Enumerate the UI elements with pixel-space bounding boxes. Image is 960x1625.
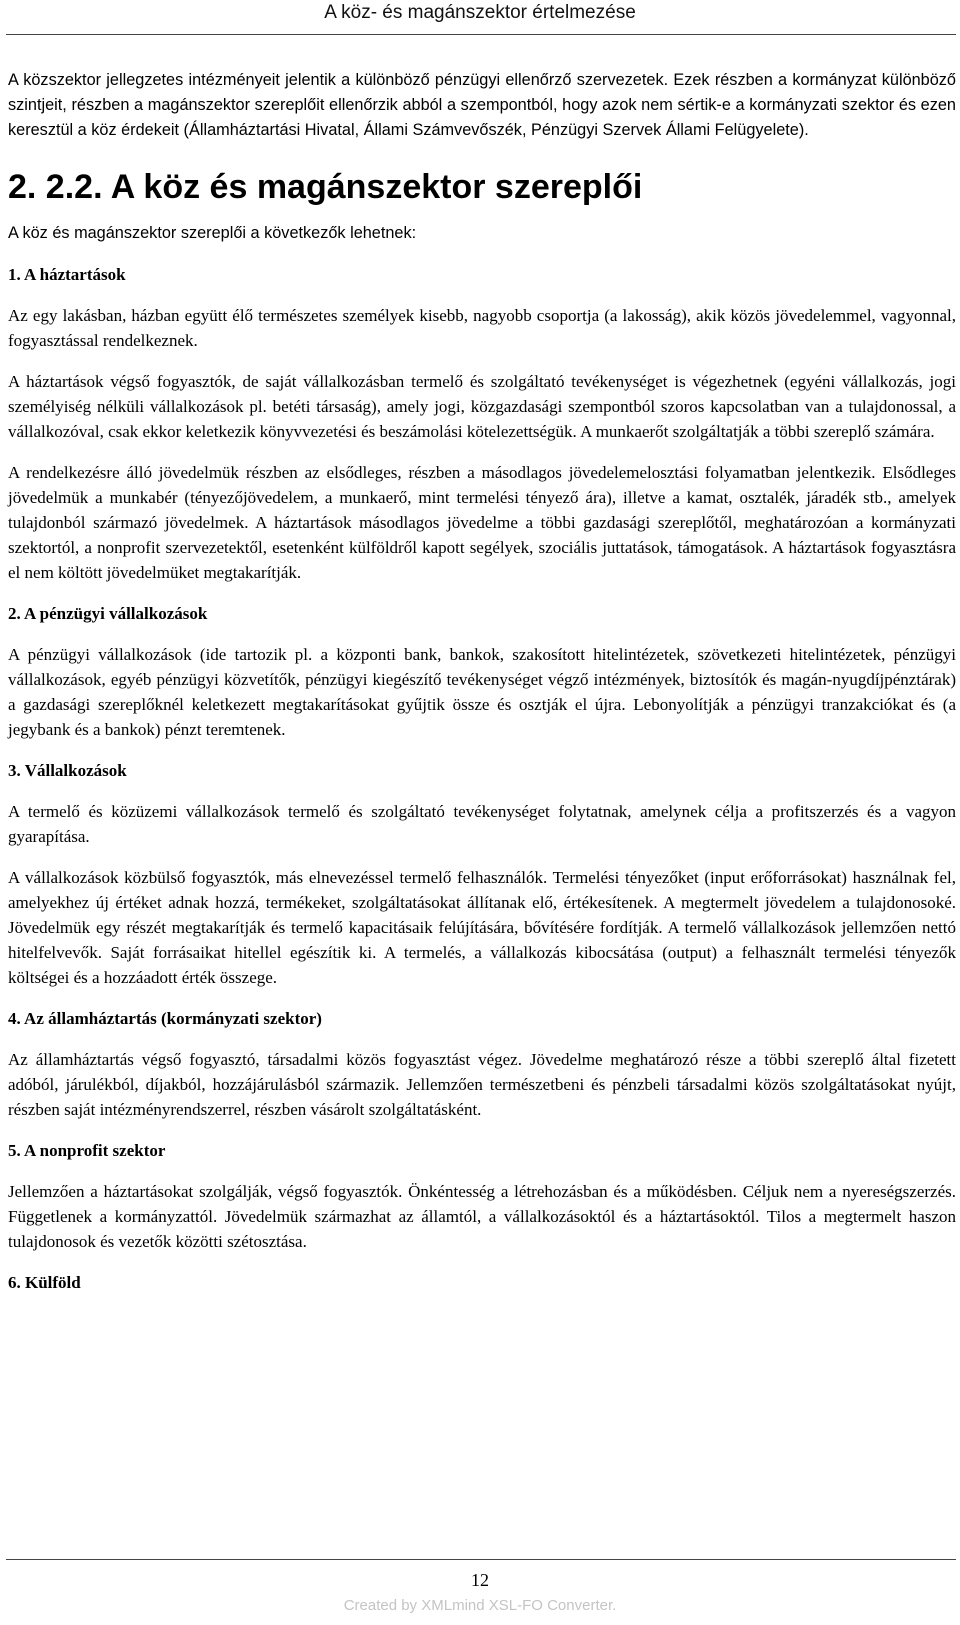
households-paragraph-2: A háztartások végső fogyasztók, de saját vállalkozásban termelő és szolgáltató tevékenységet is végezhetnek (egyéni vállalkozás, jogi személyiség nélküli vállalkozások pl. betéti társaság), amely jogi, közgazdasági szempontból szoros kapcsolatban van a tulajdonossal, a vállalkozóval, csak ekkor keletkezik könyvvezetési és beszámolási kötelezettségük. A munkaerőt szolgáltatják a többi szereplő számára. bbox=[8, 372, 956, 441]
government-heading: 4. Az államháztartás (kormányzati szektor) bbox=[8, 1009, 322, 1028]
enterprises-heading: 3. Vállalkozások bbox=[8, 761, 127, 780]
header-divider bbox=[6, 34, 956, 35]
financial-heading: 2. A pénzügyi vállalkozások bbox=[8, 604, 208, 623]
financial-paragraph-1: A pénzügyi vállalkozások (ide tartozik pl. a központi bank, bankok, szakosított hitelintézetek, szövetkezeti hitelintézetek, pénzügyi vállalkozások, egyéb pénzügyi közvetítők, pénzügyi kiegészítő tevékenységet végző intézmények, biztosítók és magán-nyugdíjpénztárak) a gazdasági szereplőknél keletkezett megtakarításokat gyűjtik össze és osztják el újra. Lebonyolítják a pénzügyi tranzakciókat és (a jegybank és a bankok) pénzt teremtenek. bbox=[8, 645, 956, 739]
running-header: A köz- és magánszektor értelmezése bbox=[324, 2, 636, 23]
footer-divider bbox=[6, 1559, 956, 1560]
enterprises-paragraph-2: A vállalkozások közbülső fogyasztók, más elnevezéssel termelő felhasználók. Termelési tényezőket (input erőforrásokat) használnak fel, amelyekhez új értéket adnak hozzá, termékeket, szolgáltatásokat állítanak elő, értékesítenek. A megtermelt jövedelem a tulajdonosoké. Jövedelmük egy részét megtakarítják és termelő kapacitásaik felújítására, bővítésére fordítják. A termelő vállalkozások jellemzően nettó hitelfelvevők. Saját forrásaikat hitellel egészítik ki. A termelés, a vállalkozás kibocsátása (output) a felhasznált termelési tényezők költségei és a hozzáadott érték összege. bbox=[8, 868, 956, 987]
document-body bbox=[8, 68, 956, 1295]
section-heading: 2. 2.2. A köz és magánszektor szereplői bbox=[8, 168, 643, 206]
enterprises-paragraph-1: A termelő és közüzemi vállalkozások termelő és szolgáltató tevékenységet folytatnak, amelynek célja a profitszerzés és a vagyon gyarapítása. bbox=[8, 802, 956, 846]
converter-watermark: Created by XMLmind XSL-FO Converter. bbox=[343, 1597, 617, 1614]
nonprofit-paragraph-1: Jellemzően a háztartásokat szolgálják, végső fogyasztók. Önkéntesség a létrehozásban és a működésben. Céljuk nem a nyereségszerzés. Függetlenek a kormányzattól. Jövedelmük származhat az államtól, a vállalkozásoktól és a háztartásoktól. Tilos a megtermelt haszon tulajdonosok és vezetők közötti szétosztása. bbox=[8, 1182, 956, 1251]
government-paragraph-1: Az államháztartás végső fogyasztó, társadalmi közös fogyasztást végez. Jövedelme meghatározó része a többi szereplő által fizetett adóból, járulékból, díjakból, hozzájárulásból származik. Jellemzően természetbeni és pénzbeli társadalmi közös szolgáltatásokat nyújt, részben saját intézményrendszerrel, részben vásárolt szolgáltatásként. bbox=[8, 1050, 956, 1119]
section-lead: A köz és magánszektor szereplői a következők lehetnek: bbox=[8, 224, 417, 242]
households-heading: 1. A háztartások bbox=[8, 265, 126, 284]
nonprofit-heading: 5. A nonprofit szektor bbox=[8, 1141, 166, 1160]
intro-paragraph: A közszektor jellegzetes intézményeit jelentik a különböző pénzügyi ellenőrző szervezetek. Ezek részben a kormányzat különböző szintjeit, részben a magánszektor szereplőit ellenőrzik abból a szempontból, hogy azok nem sértik-e a kormányzati szektor és ezen keresztül a köz érdekeit (Államháztartási Hivatal, Állami Számvevőszék, Pénzügyi Szervek Állami Felügyelete). bbox=[8, 71, 956, 139]
abroad-heading: 6. Külföld bbox=[8, 1273, 81, 1292]
households-paragraph-3: A rendelkezésre álló jövedelmük részben az elsődleges, részben a másodlagos jövedelemelosztási folyamatban jelentkezik. Elsődleges jövedelmük a munkabér (tényezőjövedelem, a munkaerő, mint termelési tényező ára), illetve a kamat, osztalék, járadék stb., amelyek tulajdonból származó jövedelmek. A háztartások másodlagos jövedelme a többi gazdasági szereplőtől, meghatározóan a kormányzati szektortól, a nonprofit szervezetektől, esetenként külföldről kapott segélyek, szociális juttatások, támogatások. A háztartások fogyasztásra el nem költött jövedelmüket megtakarítják. bbox=[8, 463, 956, 582]
households-paragraph-1: Az egy lakásban, házban együtt élő természetes személyek kisebb, nagyobb csoportja (a lakosság), akik közös jövedelemmel, vagyonnal, fogyasztással rendelkeznek. bbox=[8, 306, 956, 350]
page-number: 12 bbox=[471, 1570, 489, 1590]
